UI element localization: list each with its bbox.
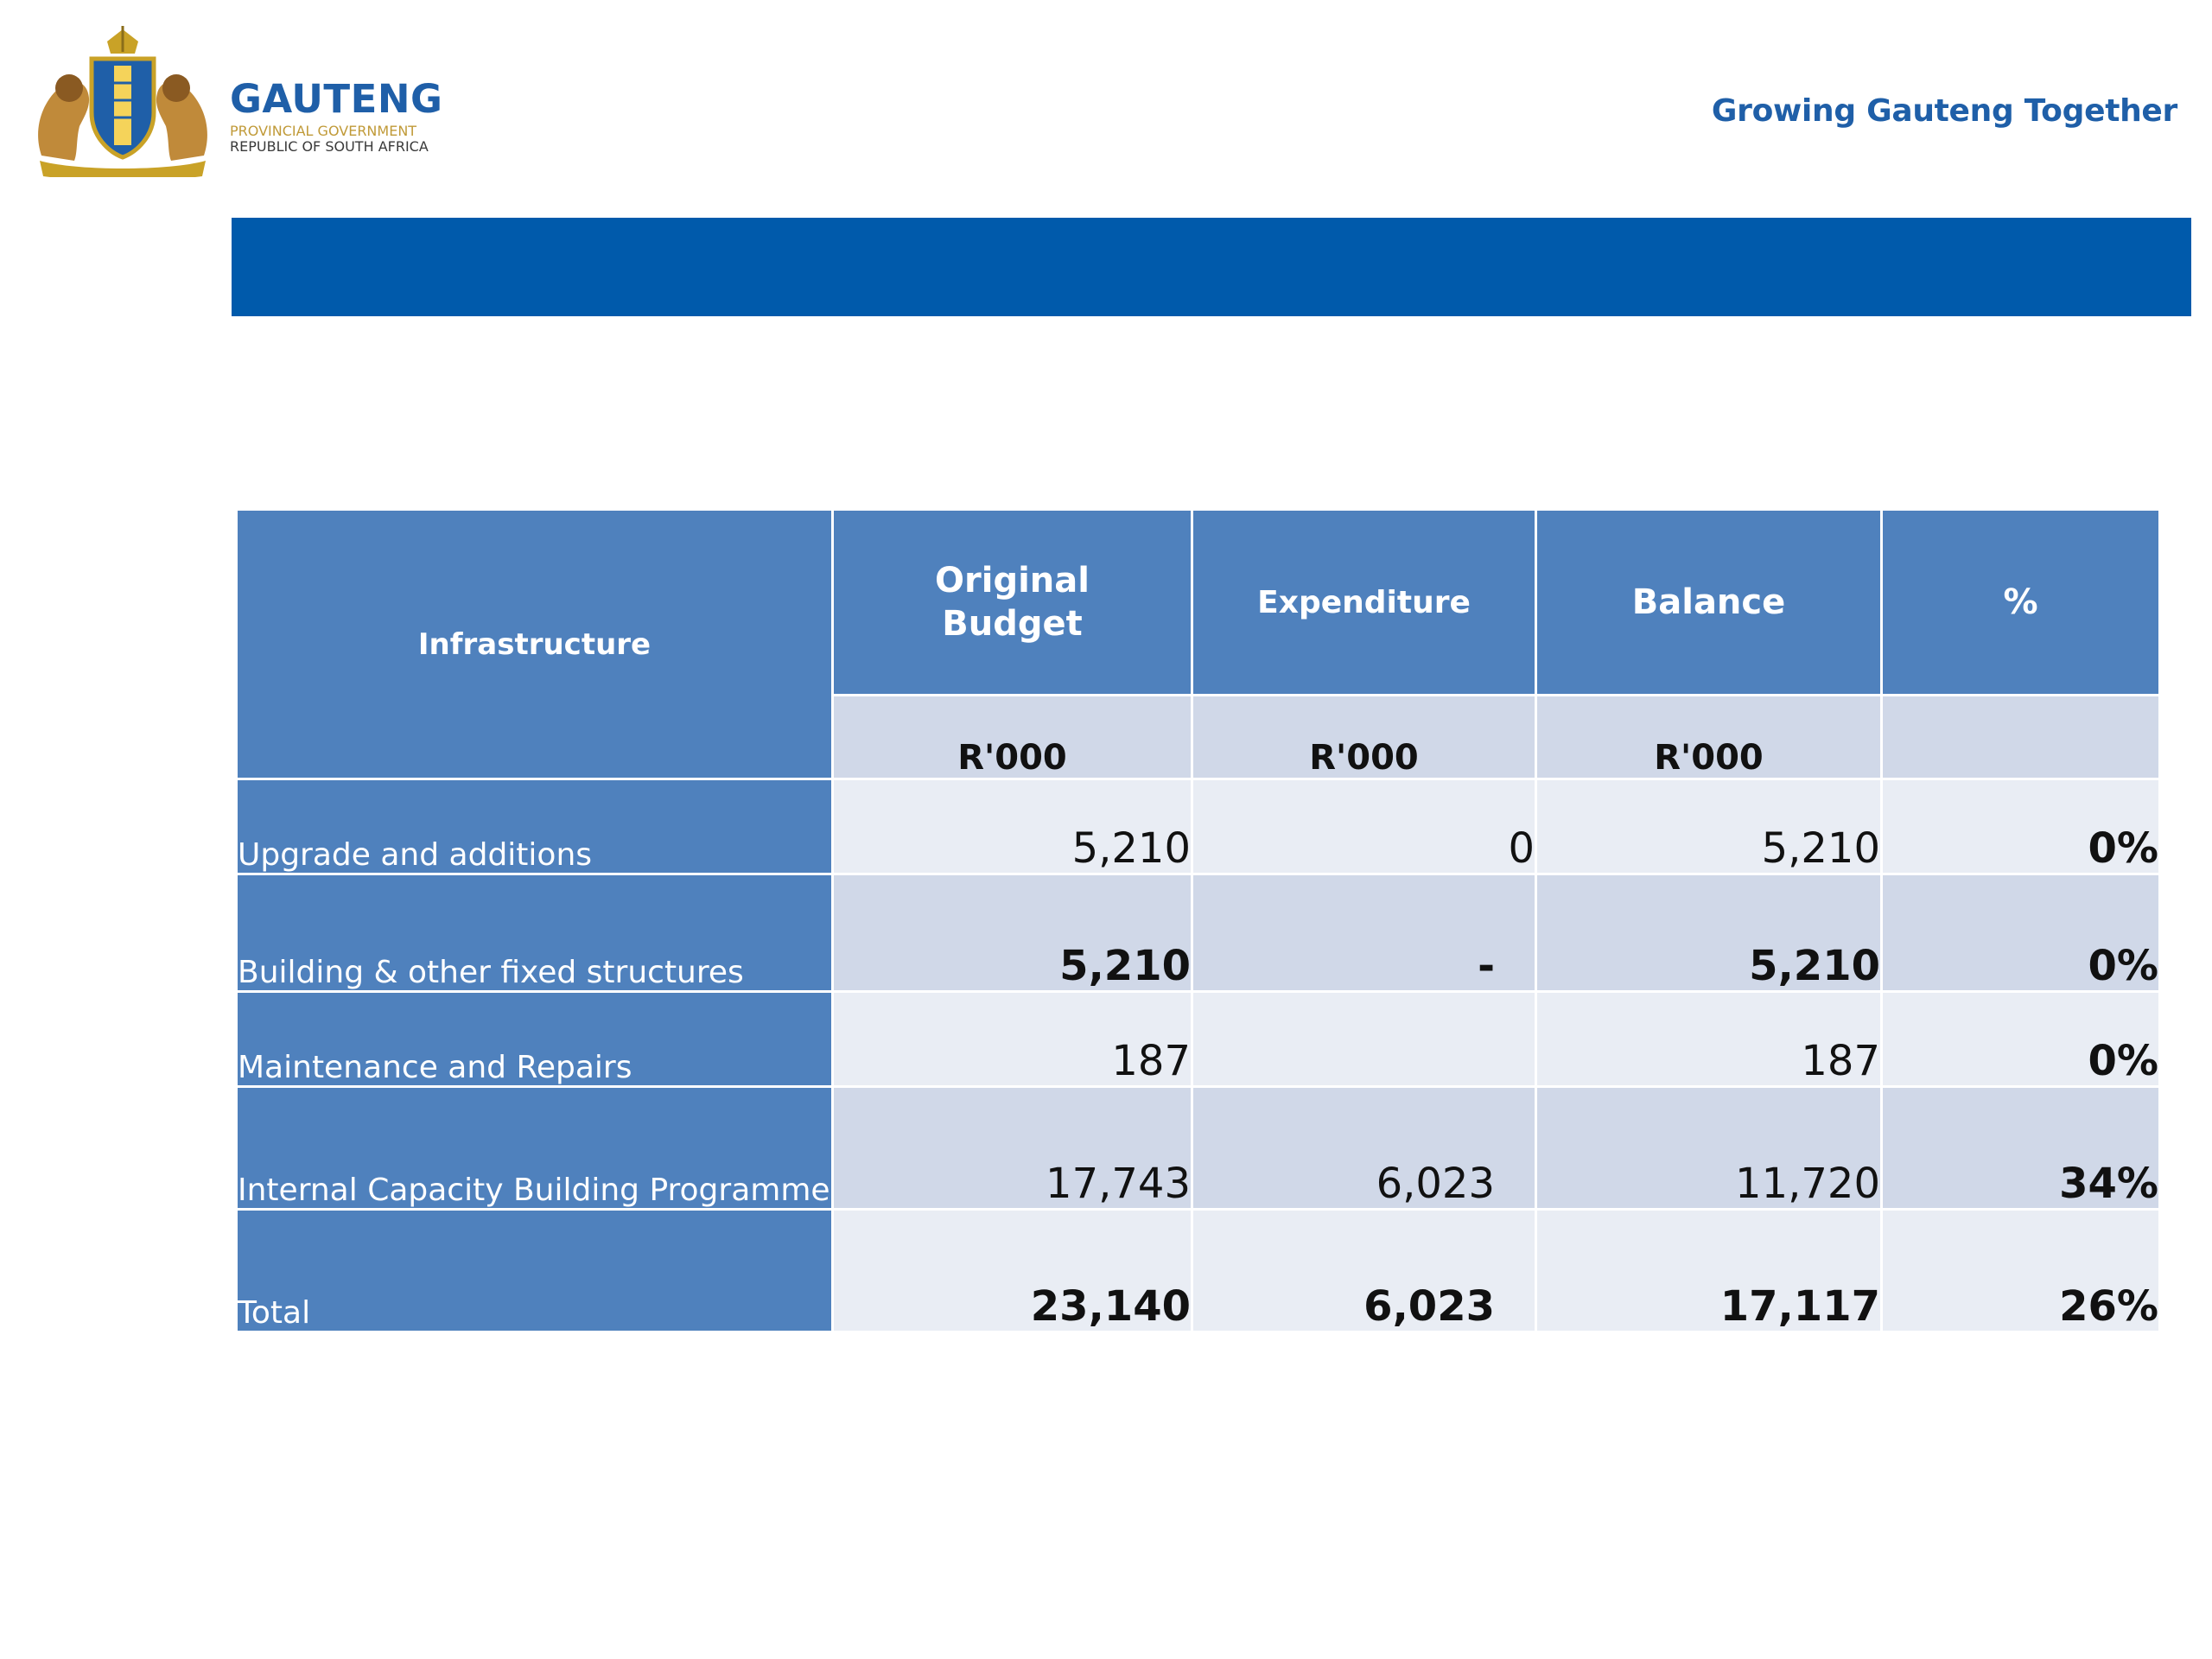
- unit-balance: R'000: [1536, 696, 1882, 779]
- cell-expenditure: 0: [1192, 779, 1536, 874]
- infrastructure-table: [235, 508, 2161, 1333]
- header-balance: Balance: [1536, 510, 1882, 696]
- table-row-total: [237, 1210, 2160, 1332]
- table-row: [237, 874, 2160, 992]
- unit-percent: [1882, 696, 2160, 779]
- unit-expenditure: R'000: [1192, 696, 1536, 779]
- unit-budget: R'000: [833, 696, 1192, 779]
- tagline: Growing Gauteng Together: [1711, 93, 2177, 129]
- cell-budget: 187: [833, 992, 1192, 1087]
- cell-expenditure: 6,023: [1192, 1087, 1536, 1210]
- brand-subtitle-republic: REPUBLIC OF SOUTH AFRICA: [230, 138, 429, 155]
- cell-percent: 0%: [1882, 874, 2160, 992]
- cell-percent: 26%: [1882, 1210, 2160, 1332]
- row-label: Building & other fixed structures: [237, 874, 833, 992]
- row-label: Total: [237, 1210, 833, 1332]
- row-label: Internal Capacity Building Programme: [237, 1087, 833, 1210]
- cell-percent: 0%: [1882, 992, 2160, 1087]
- table-row: [237, 1087, 2160, 1210]
- header-original-budget: [833, 510, 1192, 696]
- coat-of-arms-icon: [24, 26, 221, 177]
- table-row: [237, 992, 2160, 1087]
- cell-balance: 17,117: [1536, 1210, 1882, 1332]
- header-percent: %: [1882, 510, 2160, 696]
- cell-percent: 34%: [1882, 1087, 2160, 1210]
- cell-balance: 5,210: [1536, 779, 1882, 874]
- cell-expenditure: [1192, 992, 1536, 1087]
- cell-expenditure: 6,023: [1192, 1210, 1536, 1332]
- cell-budget: 5,210: [833, 874, 1192, 992]
- cell-budget: 23,140: [833, 1210, 1192, 1332]
- cell-balance: 187: [1536, 992, 1882, 1087]
- row-label: Upgrade and additions: [237, 779, 833, 874]
- header-expenditure: Expenditure: [1192, 510, 1536, 696]
- cell-budget: 5,210: [833, 779, 1192, 874]
- cell-balance: 11,720: [1536, 1087, 1882, 1210]
- table-row: [237, 779, 2160, 874]
- cell-percent: 0%: [1882, 779, 2160, 874]
- row-label: Maintenance and Repairs: [237, 992, 833, 1087]
- cell-budget: 17,743: [833, 1087, 1192, 1210]
- cell-expenditure: -: [1192, 874, 1536, 992]
- header-infrastructure: Infrastructure: [237, 510, 833, 779]
- cell-balance: 5,210: [1536, 874, 1882, 992]
- title-banner: [232, 218, 2191, 316]
- table-header-row: [237, 510, 2160, 696]
- brand-name: GAUTENG: [230, 76, 443, 122]
- brand-block: [230, 76, 443, 155]
- header-original-budget-label: Original Budget: [935, 561, 1090, 644]
- brand-subtitle-provincial: PROVINCIAL GOVERNMENT: [230, 123, 417, 139]
